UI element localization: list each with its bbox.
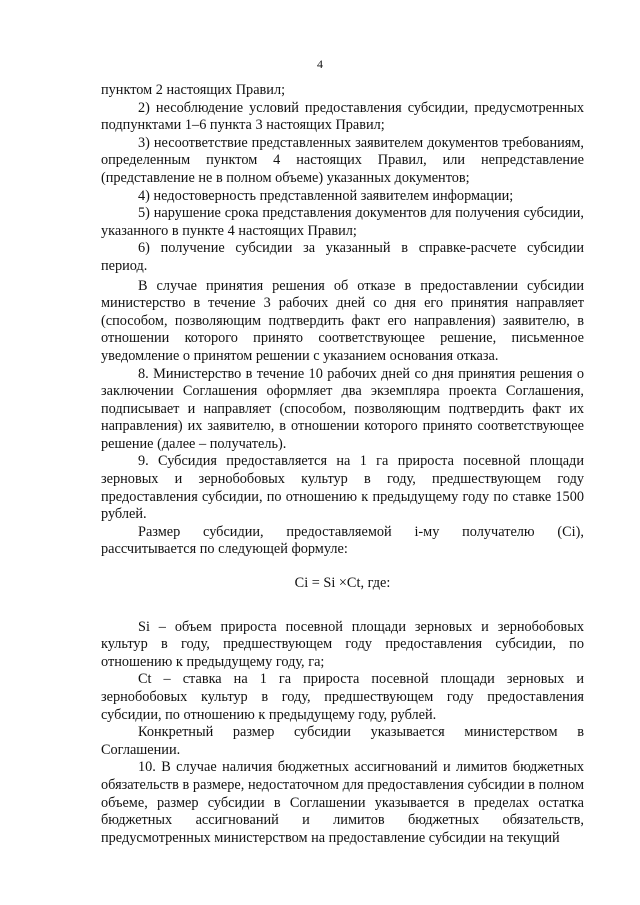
paragraph: 5) нарушение срока представления документов для получения субсидии, указанного в пункте 4 настоящих Правил; <box>101 205 584 239</box>
paragraph: Размер субсидии, предоставляемой i-му получателю (Ci), рассчитывается по следующей формуле: <box>101 523 584 558</box>
paragraph: 2) несоблюдение условий предоставления субсидии, предусмотренных подпунктами 1–6 пункта 3 настоящих Правил; <box>101 99 584 134</box>
paragraph: 9. Субсидия предоставляется на 1 га прироста посевной площади зерновых и зернобобовых культур в году, предшествующем году предоставления субсидии, по отношению к предыдущему году по ставке 1500 рублей. <box>101 453 584 523</box>
paragraph: 4) недостоверность представленной заявителем информации; <box>138 187 514 204</box>
paragraph: Конкретный размер субсидии указывается министерством в Соглашении. <box>101 724 584 758</box>
paragraph: 10. В случае наличия бюджетных ассигнований и лимитов бюджетных обязательств в размере, недостаточном для предоставления субсидии в полном объеме, размер субсидии в Соглашении указывается в пределах остатка бюджетных ассигнований и лимитов бюджетных обязательств, предусмотренных министерством на предоставление субсидии на текущий <box>101 759 584 846</box>
paragraph: В случае принятия решения об отказе в предоставлении субсидии министерство в течение 3 рабочих дней со дня его принятия направляет (способом, позволяющим подтвердить факт его направления) заявителю, в отношении которого принято соответствующее решение, письменное уведомление о принятом решении с указанием основания отказа. <box>101 277 584 364</box>
formula: Ci = Si ×Ct, где: <box>294 575 391 592</box>
paragraph: пунктом 2 настоящих Правил; <box>101 82 286 98</box>
page-number: 4 <box>317 57 323 71</box>
paragraph: Si – объем прироста посевной площади зерновых и зернобобовых культур в году, предшествующем году предоставления субсидии, по отношению к предыдущему году, га; <box>101 618 584 670</box>
document-body <box>101 82 584 847</box>
paragraph: 3) несоответствие представленных заявителем документов требованиям, определенным пунктом 4 настоящих Правил, или непредставление (представление не в полном объеме) указанных документов; <box>101 134 584 186</box>
paragraph: 6) получение субсидии за указанный в справке-расчете субсидии период. <box>101 240 584 274</box>
paragraph: Ct – ставка на 1 га прироста посевной площади зерновых и зернобобовых культур в году, предшествующем году предоставления субсидии, по отношению к предыдущему году, рублей. <box>101 671 584 723</box>
paragraph: 8. Министерство в течение 10 рабочих дней со дня принятия решения о заключении Соглашения оформляет два экземпляра проекта Соглашения, подписывает и направляет (способом, позволяющим подтвердить факт их направления) их заявителю, в отношении которого принято соответствующее решение (далее – получатель). <box>101 365 584 452</box>
